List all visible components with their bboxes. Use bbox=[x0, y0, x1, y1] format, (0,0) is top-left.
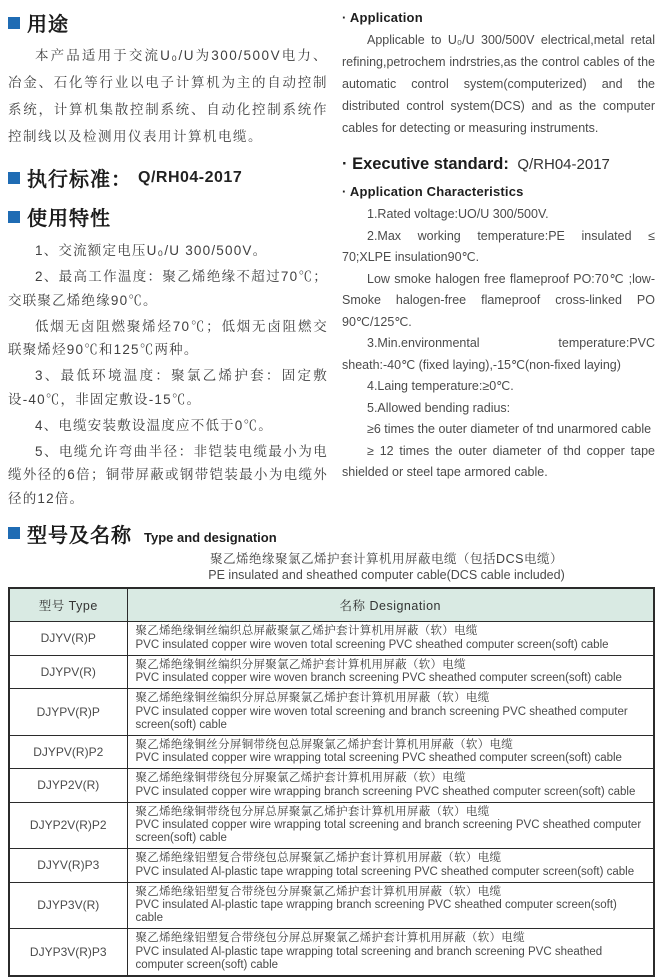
characteristic-item-en: 1.Rated voltage:UO/U 300/500V. bbox=[367, 207, 549, 221]
designation-en: PVC insulated copper wire wrapping total screening PVC sheathed computer screen(soft) cable bbox=[135, 752, 622, 764]
column-header-designation: 名称 Designation bbox=[127, 588, 654, 622]
characteristic-item-en: 4.Laing temperature:≥0℃. bbox=[367, 379, 514, 393]
column-header-type: 型号 Type bbox=[9, 588, 127, 622]
designation-en: PVC insulated copper wire wrapping total screening and branch screening PVC sheathed computer screen(soft) cable bbox=[135, 819, 642, 844]
blue-square-bullet-icon bbox=[8, 211, 20, 223]
characteristic-item-zh: 低烟无卤阻燃聚烯烃70℃；低烟无卤阻燃交联聚烯烃90℃和125℃两种。 bbox=[8, 318, 328, 357]
table-row bbox=[9, 622, 654, 656]
cable-type-code: DJYP3V(R) bbox=[9, 882, 127, 929]
designation-zh: 聚乙烯绝缘铜丝分屏铜带绕包总屏聚氯乙烯护套计算机用屏蔽（软）电缆 bbox=[135, 738, 514, 751]
designation-zh: 聚乙烯绝缘铜丝编织分屏总屏聚氯乙烯护套计算机用屏蔽（软）电缆 bbox=[135, 692, 490, 704]
characteristic-item-zh: 2、最高工作温度：聚乙烯绝缘不超过70℃；交联聚乙烯绝缘90℃。 bbox=[8, 269, 328, 308]
characteristic-item-zh: 3、最低环境温度：聚氯乙烯护套：固定敷设-40℃，非固定敷设-15℃。 bbox=[8, 368, 328, 407]
type-heading-zh: 型号及名称 bbox=[27, 524, 132, 547]
cable-type-code: DJYP2V(R)P2 bbox=[9, 802, 127, 849]
characteristics-list-en bbox=[342, 204, 655, 484]
chinese-column bbox=[8, 6, 340, 513]
designation-zh: 聚乙烯绝缘铜丝编织分屏聚氯乙烯护套计算机用屏蔽（软）电缆 bbox=[135, 658, 466, 671]
designation-en: PVC insulated copper wire woven total screening and branch screening PVC sheathed computer screen(soft) cable bbox=[135, 705, 628, 731]
designation-zh: 聚乙烯绝缘铝塑复合带绕包分屏总屏聚氯乙烯护套计算机用屏蔽（软）电缆 bbox=[135, 932, 525, 944]
designation-en: PVC insulated Al-plastic tape wrapping total screening PVC sheathed computer screen(soft) cable bbox=[135, 865, 635, 878]
designation-en: PVC insulated copper wire woven total screening PVC sheathed computer screen(soft) cable bbox=[135, 638, 609, 651]
table-row bbox=[9, 655, 654, 689]
cable-type-code: DJYV(R)P bbox=[9, 622, 127, 656]
characteristic-item-zh: 1、交流额定电压U₀/U 300/500V。 bbox=[35, 243, 268, 258]
english-column bbox=[340, 6, 655, 513]
cable-type-code: DJYP3V(R)P3 bbox=[9, 929, 127, 976]
table-header-row bbox=[9, 588, 654, 622]
characteristics-heading-label: 使用特性 bbox=[27, 208, 111, 230]
standard-value-zh: Q/RH04-2017 bbox=[138, 168, 243, 186]
characteristics-heading bbox=[8, 202, 328, 231]
application-heading-en: · Application bbox=[342, 10, 423, 25]
characteristic-item-zh: 5、电缆允许弯曲半径：非铠装电缆最小为电缆外径的6倍；铜带屏蔽或钢带铠装最小为电缆外径的12倍。 bbox=[8, 443, 328, 506]
table-title-en: PE insulated and sheathed computer cable(DCS cable included) bbox=[208, 567, 565, 582]
table-row bbox=[9, 735, 654, 769]
standard-heading bbox=[8, 163, 328, 192]
table-row bbox=[9, 849, 654, 883]
designation-zh: 聚乙烯绝缘铜带绕包分屏聚氯乙烯护套计算机用屏蔽（软）电缆 bbox=[135, 772, 466, 784]
designation-en: PVC insulated copper wire wrapping branch screening PVC sheathed computer screen(soft) cable bbox=[135, 785, 636, 798]
table-title-zh: 聚乙烯绝缘聚氯乙烯护套计算机用屏蔽电缆（包括DCS电缆） bbox=[210, 551, 563, 566]
table-row bbox=[9, 882, 654, 929]
standard-heading-label: 执行标准： bbox=[27, 169, 132, 191]
application-paragraph-en: Applicable to U₀/U 300/500V electrical,metal retal refining,petrochem indrstries,as the control cables of the automatic control system(computerized) and the distributed control system(DCS) and as the computer cables for detecting or measuring instruments. bbox=[342, 33, 655, 135]
application-characteristics-heading-en: · Application Characteristics bbox=[342, 184, 524, 199]
executive-standard-label-en: · Executive standard: bbox=[342, 155, 509, 173]
executive-standard-value-en: Q/RH04-2017 bbox=[517, 156, 610, 173]
characteristics-list-zh bbox=[8, 239, 328, 510]
designation-en: PVC insulated Al-plastic tape wrapping branch screening PVC sheathed computer screen(soft) cable bbox=[135, 899, 617, 924]
usage-heading-label: 用途 bbox=[27, 14, 69, 36]
characteristic-item-en: ≥ 12 times the outer diameter of thd copper tape shielded or steel tape armored cable. bbox=[342, 443, 655, 479]
table-row bbox=[9, 802, 654, 849]
table-row bbox=[9, 769, 654, 803]
executive-standard-heading-en bbox=[342, 155, 655, 174]
designation-zh: 聚乙烯绝缘铜丝编织总屏蔽聚氯乙烯护套计算机用屏蔽（软）电缆 bbox=[135, 625, 478, 637]
designation-en: PVC insulated copper wire woven branch screening PVC sheathed computer screen(soft) cable bbox=[135, 672, 622, 684]
designation-zh: 聚乙烯绝缘铝塑复合带绕包总屏聚氯乙烯护套计算机用屏蔽（软）电缆 bbox=[135, 852, 502, 864]
table-title-block bbox=[118, 549, 655, 582]
characteristic-item-en: ≥6 times the outer diameter of tnd unarmored cable bbox=[367, 422, 652, 436]
blue-square-bullet-icon bbox=[8, 172, 20, 184]
cable-type-code: DJYPV(R)P bbox=[9, 689, 127, 736]
characteristic-item-en: 3.Min.environmental temperature:PVC sheath:-40℃ (fixed laying),-15℃(non-fixed laying) bbox=[342, 336, 655, 372]
type-designation-section bbox=[8, 519, 655, 977]
characteristic-item-en: 2.Max working temperature:PE insulated ≤ 70;XLPE insulation90℃. bbox=[342, 228, 655, 264]
characteristic-item-en: Low smoke halogen free flameproof PO:70℃ ;low-Smoke halogen-free flameproof cross-linked PO 90℃/125℃. bbox=[342, 271, 655, 329]
top-columns bbox=[8, 6, 655, 513]
blue-square-bullet-icon bbox=[8, 17, 20, 29]
designation-zh: 聚乙烯绝缘铜带绕包分屏总屏聚氯乙烯护套计算机用屏蔽（软）电缆 bbox=[135, 805, 490, 818]
usage-heading bbox=[8, 8, 328, 37]
usage-paragraph-zh: 本产品适用于交流U₀/U为300/500V电力、冶金、石化等行业以电子计算机为主的自动控制系统，计算机集散控制系统、自动化控制系统作控制线以及检测用仪表用计算机电缆。 bbox=[8, 48, 328, 144]
cable-type-code: DJYP2V(R) bbox=[9, 769, 127, 803]
blue-square-bullet-icon bbox=[8, 527, 20, 539]
table-row bbox=[9, 689, 654, 736]
designation-en: PVC insulated Al-plastic tape wrapping total screening and branch screening PVC sheathed computer screen(soft) cable bbox=[135, 945, 603, 971]
designation-zh: 聚乙烯绝缘铝塑复合带绕包分屏聚氯乙烯护套计算机用屏蔽（软）电缆 bbox=[135, 885, 502, 898]
characteristic-item-en: 5.Allowed bending radius: bbox=[367, 400, 511, 415]
cable-type-code: DJYPV(R) bbox=[9, 655, 127, 689]
cable-type-code: DJYV(R)P3 bbox=[9, 849, 127, 883]
cable-types-table bbox=[8, 587, 655, 977]
type-heading-en: Type and designation bbox=[144, 529, 277, 545]
table-row bbox=[9, 929, 654, 976]
characteristic-item-zh: 4、电缆安装敷设温度应不低于0℃。 bbox=[35, 417, 273, 433]
cable-type-code: DJYPV(R)P2 bbox=[9, 735, 127, 769]
type-designation-heading bbox=[8, 519, 655, 548]
